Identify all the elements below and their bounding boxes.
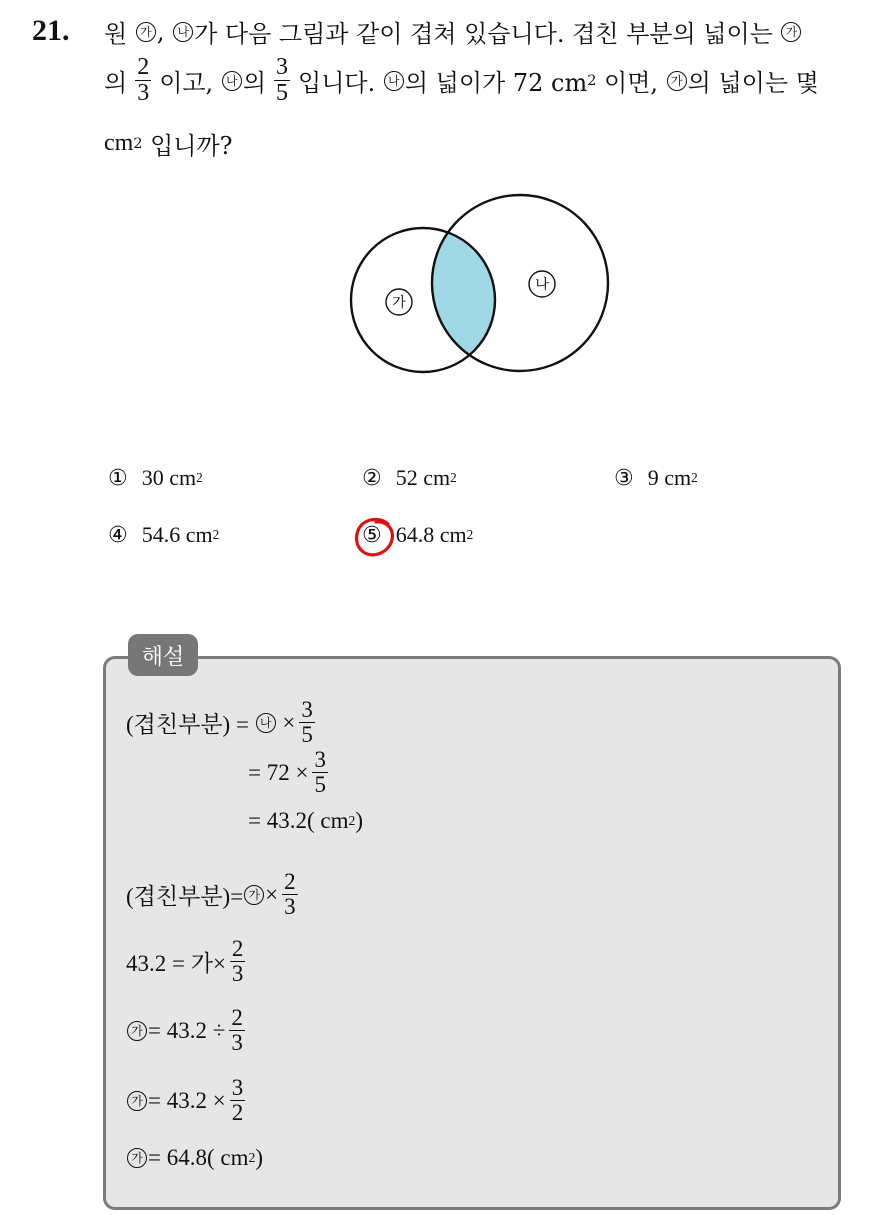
superscript: 2 [587,72,597,89]
question-text: 의 넓이는 몇 [687,69,819,98]
question-text: 의 [104,69,128,98]
solution-text: × [282,709,296,735]
solution-text: × [265,881,279,907]
solution-line-4 [126,870,302,919]
solution-line-5 [126,937,249,986]
solution-text: = 64.8( cm [148,1145,249,1170]
circled-ga: 가 [127,1021,147,1041]
fraction: $\frac{3}{2}$ [231,1075,244,1126]
question-text: 입니다. [298,69,376,98]
superscript: 2 [466,527,474,542]
superscript: 2 [691,470,698,485]
circled-ga: 가 [127,1148,147,1168]
option-number: ⑤ [362,522,382,548]
option-3[interactable] [614,465,698,491]
solution-text: (겹친부분) = [126,712,249,738]
option-number: ④ [108,522,128,548]
superscript: 2 [450,470,457,485]
question-text: 의 넓이가 72 cm [404,69,588,98]
circled-ga: 가 [127,1091,147,1111]
option-text: 54.6 cm [141,522,213,547]
fraction: $\frac{2}{3}$ [231,936,244,987]
option-text: 30 cm [141,465,197,490]
superscript: 2 [248,1150,256,1165]
solution-line-8 [126,1145,263,1171]
circled-na: 나 [222,71,242,91]
solution-text: = 43.2 × [148,1087,226,1113]
circled-na: 나 [384,71,404,91]
question-text: 의 [242,69,267,98]
superscript: 2 [196,470,203,485]
question-line-1 [104,14,802,49]
solution-text: = 43.2 ÷ [148,1017,226,1043]
question-text: , [156,17,165,46]
question-text: 이고, [159,69,214,98]
circled-ga: 가 [667,71,687,91]
option-4[interactable] [108,522,219,548]
solution-line-7 [126,1076,249,1125]
unit-cm: cm [104,130,134,156]
option-number: ③ [614,465,634,491]
superscript: 2 [212,527,220,542]
fraction: $\frac{3}{5}$ [314,747,326,798]
option-2[interactable] [362,465,457,491]
solution-text: ) [355,808,364,833]
fraction: $\frac{2}{3}$ [231,1005,243,1056]
solution-text: (겹친부분)= [126,884,244,910]
fraction-three-fifths: $\frac{3}{5}$ [276,54,289,107]
solution-line-1 [126,698,319,747]
question-text: 입니까? [150,132,233,160]
fraction-two-thirds: $\frac{2}{3}$ [137,54,150,107]
circled-ga: 가 [781,22,801,42]
solution-text: = 72 × [248,759,309,785]
fraction: $\frac{3}{5}$ [301,697,313,748]
option-number: ② [362,465,382,491]
question-text: 원 [104,20,128,48]
option-text: 52 cm [395,465,451,490]
solution-text: = 43.2( cm [248,808,349,833]
option-text: 9 cm [647,465,692,490]
solution-text: 43.2 = 가× [126,951,226,977]
circled-na: 나 [256,713,276,733]
venn-diagram [340,185,630,390]
superscript: 2 [133,135,143,152]
question-line-2 [104,55,819,106]
solution-tag: 해설 [128,634,198,676]
superscript: 2 [348,813,356,828]
solution-line-2 [248,748,332,797]
solution-text: ) [255,1145,264,1170]
solution-line-3 [248,808,363,834]
answer-mark-circle [350,512,400,562]
option-text: 64.8 cm [395,522,467,547]
question-number: 21. [32,14,70,47]
solution-line-6 [126,1006,249,1055]
circled-na: 나 [173,22,193,42]
fraction: $\frac{2}{3}$ [284,869,296,920]
option-1[interactable] [108,465,203,491]
question-text: 가 다음 그림과 같이 겹쳐 있습니다. 겹친 부분의 넓이는 [194,20,773,48]
circled-ga: 가 [244,885,264,905]
label-ga: 가 [392,295,406,311]
option-number: ① [108,465,128,491]
circled-ga: 가 [136,22,156,42]
label-na: 나 [535,277,549,293]
question-text: 이면, [604,69,659,98]
question-line-3 [104,126,233,161]
